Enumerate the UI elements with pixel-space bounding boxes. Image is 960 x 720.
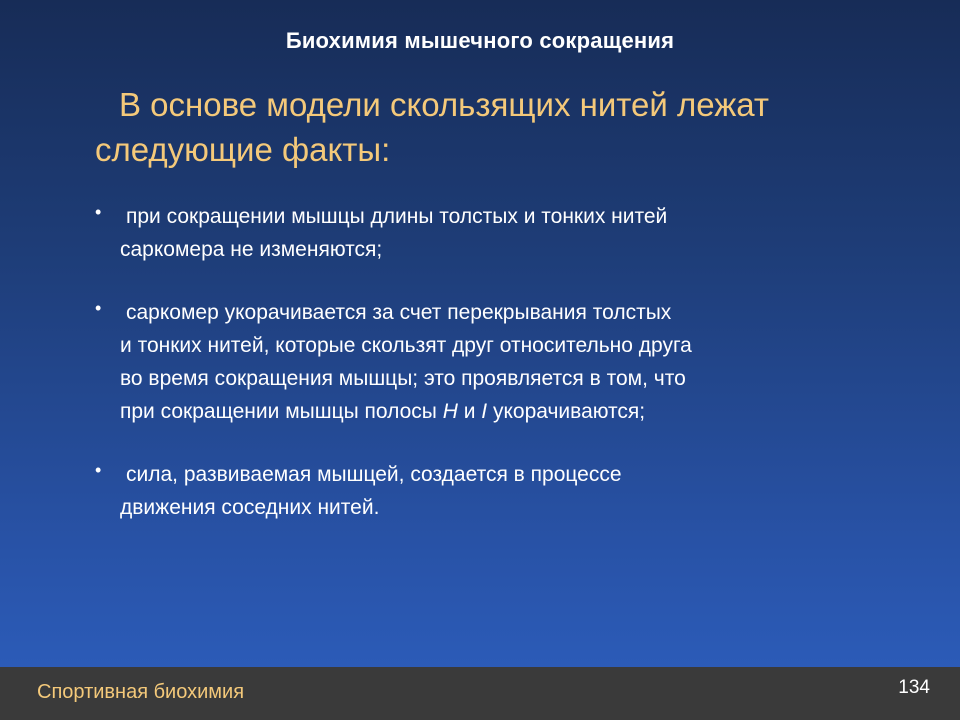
page-number: 134	[898, 677, 930, 698]
band-h-label: Н	[442, 400, 458, 423]
band-i-label: I	[481, 400, 488, 423]
slide-heading	[95, 82, 895, 172]
heading-line-2: следующие факты:	[95, 131, 391, 168]
heading-line-1: В основе модели скользящих нитей лежат	[119, 86, 770, 123]
fact-2-line-2: и тонких нитей, которые скользят друг относительно друга	[120, 334, 692, 357]
fact-list	[95, 200, 875, 554]
fact-1-line-1: при сокращении мышцы длины толстых и тонких нитей	[126, 205, 668, 228]
footer-course-title: Спортивная биохимия	[37, 681, 245, 703]
slide-header-title: Биохимия мышечного сокращения	[285, 28, 675, 53]
bullet-icon: •	[95, 298, 102, 318]
fact-2-line-4-prefix: при сокращении мышцы полосы	[120, 400, 443, 423]
slide-footer	[0, 667, 960, 720]
fact-3-line-1: сила, развиваемая мышцей, создается в процессе	[126, 463, 622, 486]
fact-2-line-3: во время сокращения мышцы; это проявляется в том, что	[120, 367, 686, 390]
fact-item-2	[95, 296, 875, 428]
fact-2-line-4-joiner: и	[457, 400, 482, 423]
fact-item-3	[95, 458, 875, 524]
fact-item-1	[95, 200, 875, 266]
fact-1-line-2: саркомера не изменяются;	[120, 238, 383, 261]
fact-3-line-2: движения соседних нитей.	[120, 496, 380, 519]
fact-2-line-4-suffix: укорачиваются;	[487, 400, 646, 423]
fact-2-line-4	[120, 400, 645, 423]
bullet-icon: •	[95, 202, 102, 222]
fact-2-line-1: саркомер укорачивается за счет перекрывания толстых	[126, 301, 672, 324]
bullet-icon: •	[95, 460, 102, 480]
